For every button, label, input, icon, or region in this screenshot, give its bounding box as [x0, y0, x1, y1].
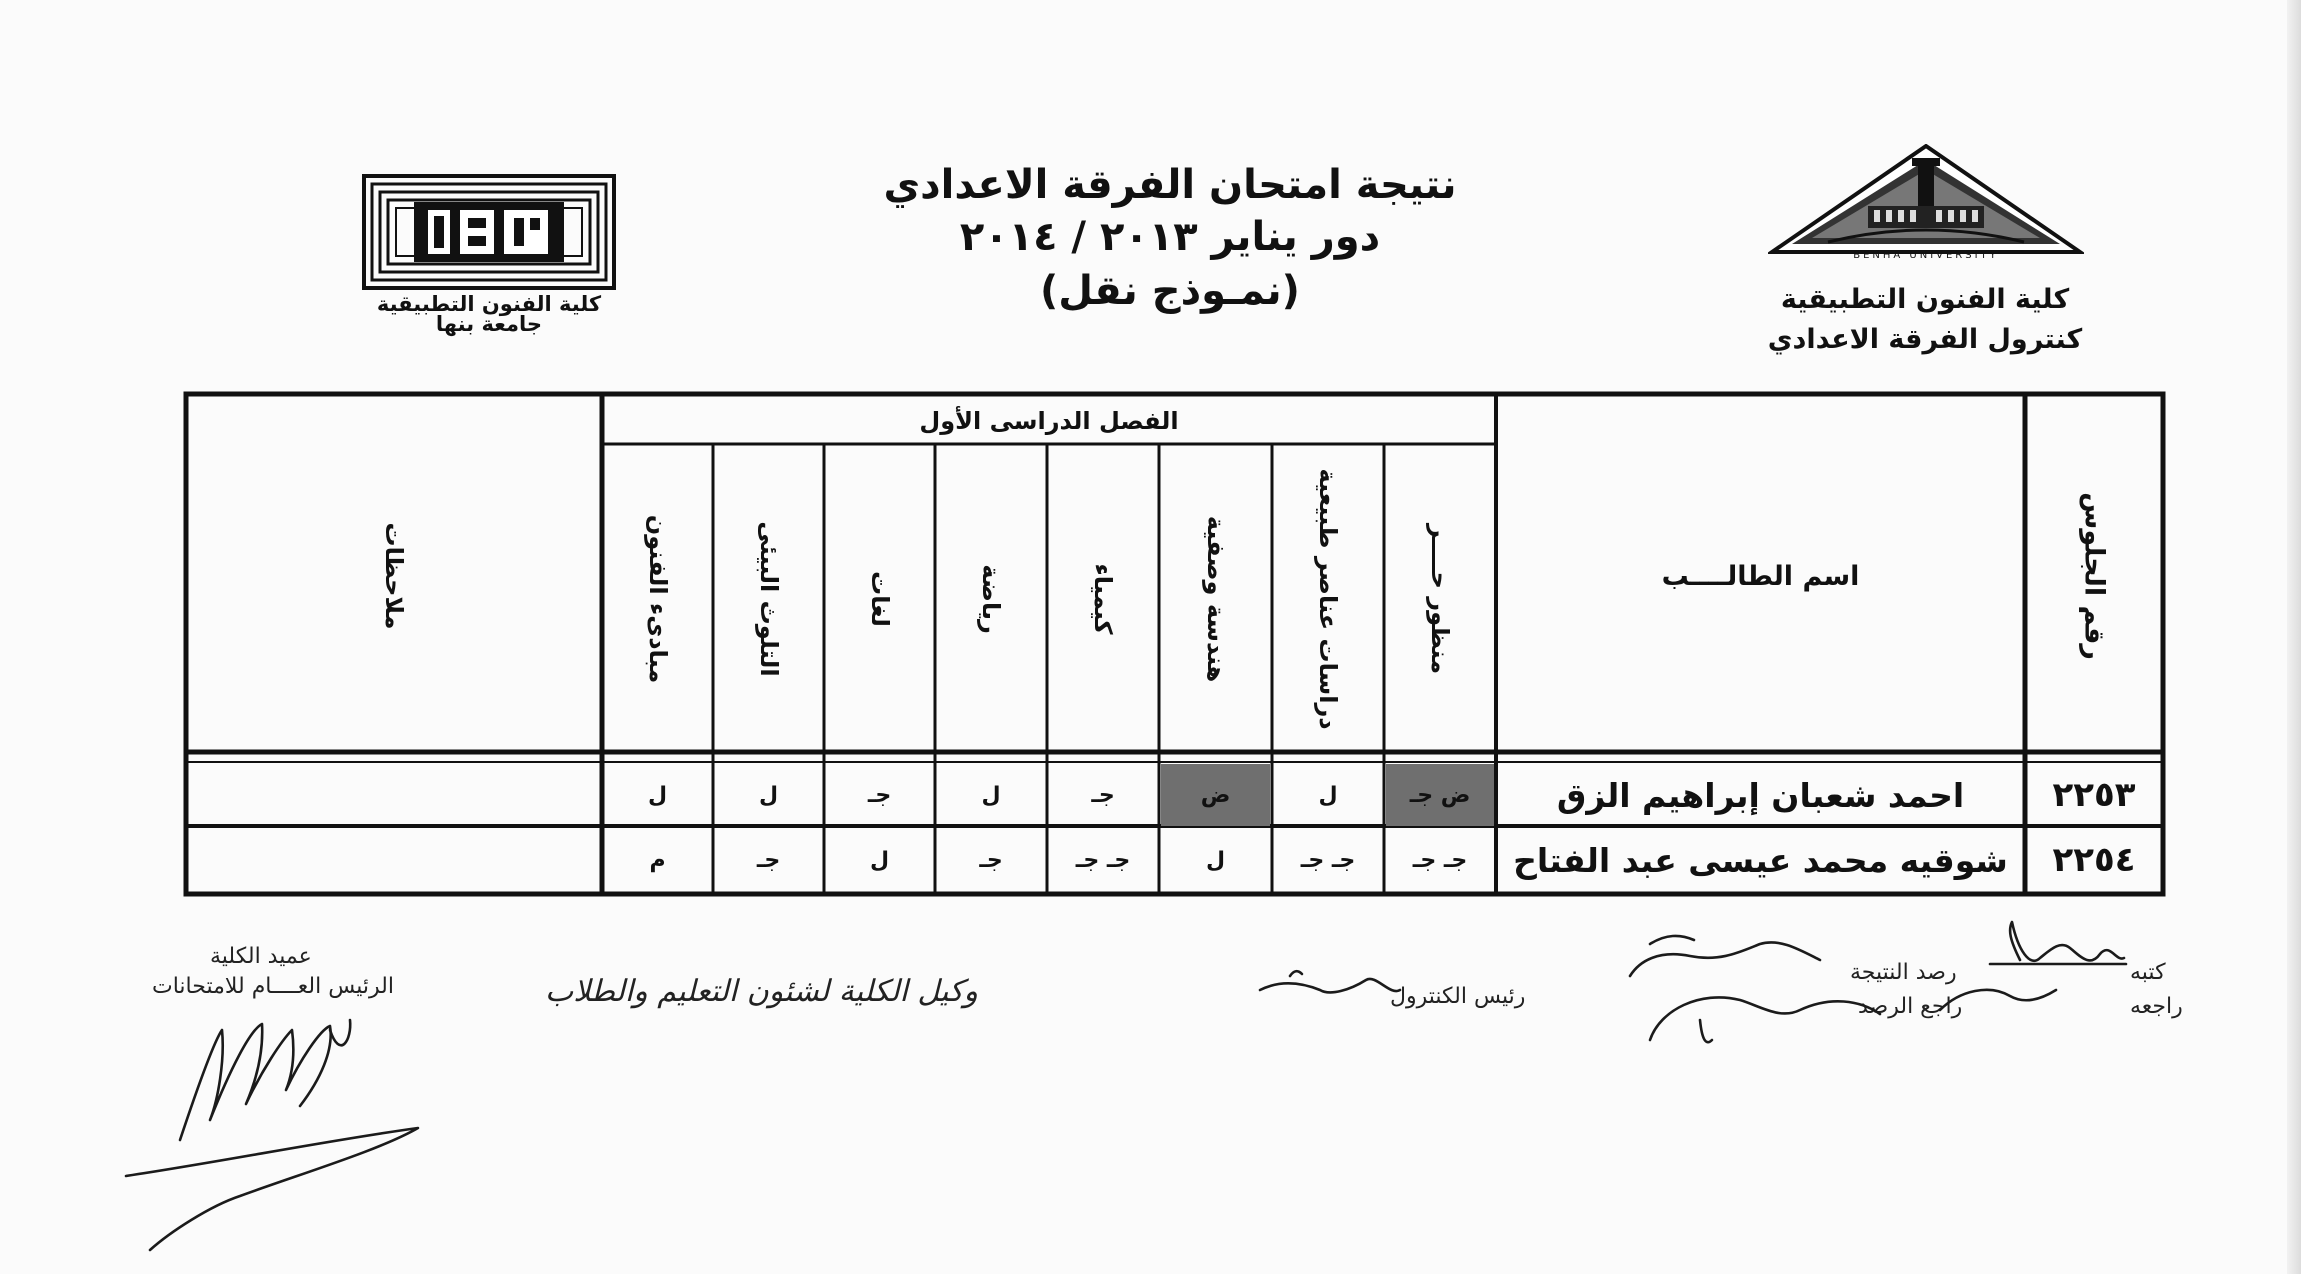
- subject-header-6: [824, 446, 935, 752]
- title-line-1: نتيجة امتحان الفرقة الاعدادي: [883, 162, 1457, 208]
- notes-row-1: [186, 764, 602, 826]
- exams-head-label: الرئيس العــــام للامتحانات: [152, 974, 394, 999]
- grade-row-1-col-1: ض جـ: [1386, 764, 1494, 826]
- subject-header-2: [1272, 446, 1384, 752]
- grade-row-2-col-2: جـ جـ: [1300, 847, 1356, 873]
- dean-label: عميد الكلية: [210, 944, 312, 969]
- subject-header-3: [1159, 446, 1272, 752]
- grade-row-1-col-7: ل: [758, 782, 779, 808]
- subject-label: لغات: [865, 571, 894, 627]
- control-head-label: رئيس الكنترول: [1390, 984, 1526, 1009]
- grade-row-2-col-4: جـ جـ: [1075, 847, 1131, 873]
- seat-number-header: رقم الجلوس: [2078, 492, 2110, 660]
- grade-row-1-col-6: جـ: [867, 782, 892, 808]
- student-name-row-2: شوقيه محمد عيسى عبد الفتاح: [1513, 840, 2008, 880]
- subject-header-8: [602, 446, 713, 752]
- notes-header: ملاحظات: [380, 522, 408, 630]
- subject-header-4: [1047, 446, 1159, 752]
- grade-row-1-col-2: ل: [1318, 782, 1338, 808]
- grade-row-2-col-8: م: [649, 847, 666, 873]
- subject-label: مبادىء الفنون: [643, 514, 672, 684]
- grade-row-1-col-4: جـ: [1091, 782, 1115, 808]
- subject-header-5: [935, 446, 1047, 752]
- faculty-of-applied-arts-logo-icon: [362, 174, 616, 290]
- title-line-3: (نمـوذج نقل): [1040, 268, 1300, 314]
- left-logo-caption-1: كلية الفنون التطبيقية: [376, 292, 602, 316]
- written-by-label: كتبه: [2130, 960, 2166, 985]
- grade-row-2-col-3: ل: [1205, 847, 1226, 873]
- college-name: كلية الفنون التطبيقية: [1780, 284, 2070, 315]
- seat-number-row-1: ٢٢٥٣: [2052, 775, 2136, 815]
- subject-label: كيمياء: [1089, 563, 1117, 635]
- subject-label: هندسة وصفية: [1201, 515, 1230, 683]
- subject-label: منظور حــــر: [1426, 523, 1454, 675]
- subject-label: رياضة: [977, 564, 1005, 634]
- control-head-signature: [1260, 971, 1400, 992]
- grade-row-1-col-5: ل: [981, 782, 1001, 808]
- grade-row-2-col-1: جـ جـ: [1412, 847, 1468, 873]
- subject-label: دراسات عناصر طبيعية: [1314, 468, 1342, 730]
- right-logo-caption: BENHA UNIVERSITY: [1853, 250, 1999, 261]
- benha-university-pyramid-logo-icon: [1768, 144, 2084, 264]
- vice-dean-handwritten: وكيل الكلية لشئون التعليم والطلاب: [545, 974, 978, 1009]
- dean-signature: [126, 1020, 418, 1250]
- control-name: كنترول الفرقة الاعدادي: [1767, 324, 2083, 355]
- grade-row-2-col-6: ل: [869, 847, 890, 873]
- title-line-2: دور يناير ٢٠١٣ / ٢٠١٤: [959, 214, 1381, 260]
- notes-row-2: [186, 828, 602, 892]
- subject-header-1: [1384, 446, 1496, 752]
- student-name-header: اسم الطالــــب: [1661, 560, 1860, 592]
- grade-row-2-col-7: جـ: [756, 847, 781, 873]
- subject-header-7: [713, 446, 824, 752]
- student-name-row-1: احمد شعبان إبراهيم الزق: [1556, 775, 1965, 815]
- reviewer-signature: [1650, 990, 2056, 1042]
- seat-number-row-2: ٢٢٥٤: [2052, 840, 2136, 880]
- left-logo-caption-2: جامعة بنها: [435, 312, 543, 336]
- grade-row-1-col-8: ل: [647, 782, 668, 808]
- grade-row-2-col-5: جـ: [979, 847, 1003, 873]
- scan-edge: [2287, 0, 2301, 1274]
- grade-row-1-col-3: ض: [1161, 764, 1270, 826]
- subject-label: التلوث البيئى: [754, 521, 783, 677]
- recording-reviewer-label: راجع الرصد: [1858, 994, 1963, 1019]
- result-recorded-label: رصد النتيجة: [1850, 960, 1957, 985]
- reviewed-by-label: راجعه: [2130, 994, 2183, 1019]
- first-semester-header: الفصل الدراسى الأول: [919, 407, 1179, 435]
